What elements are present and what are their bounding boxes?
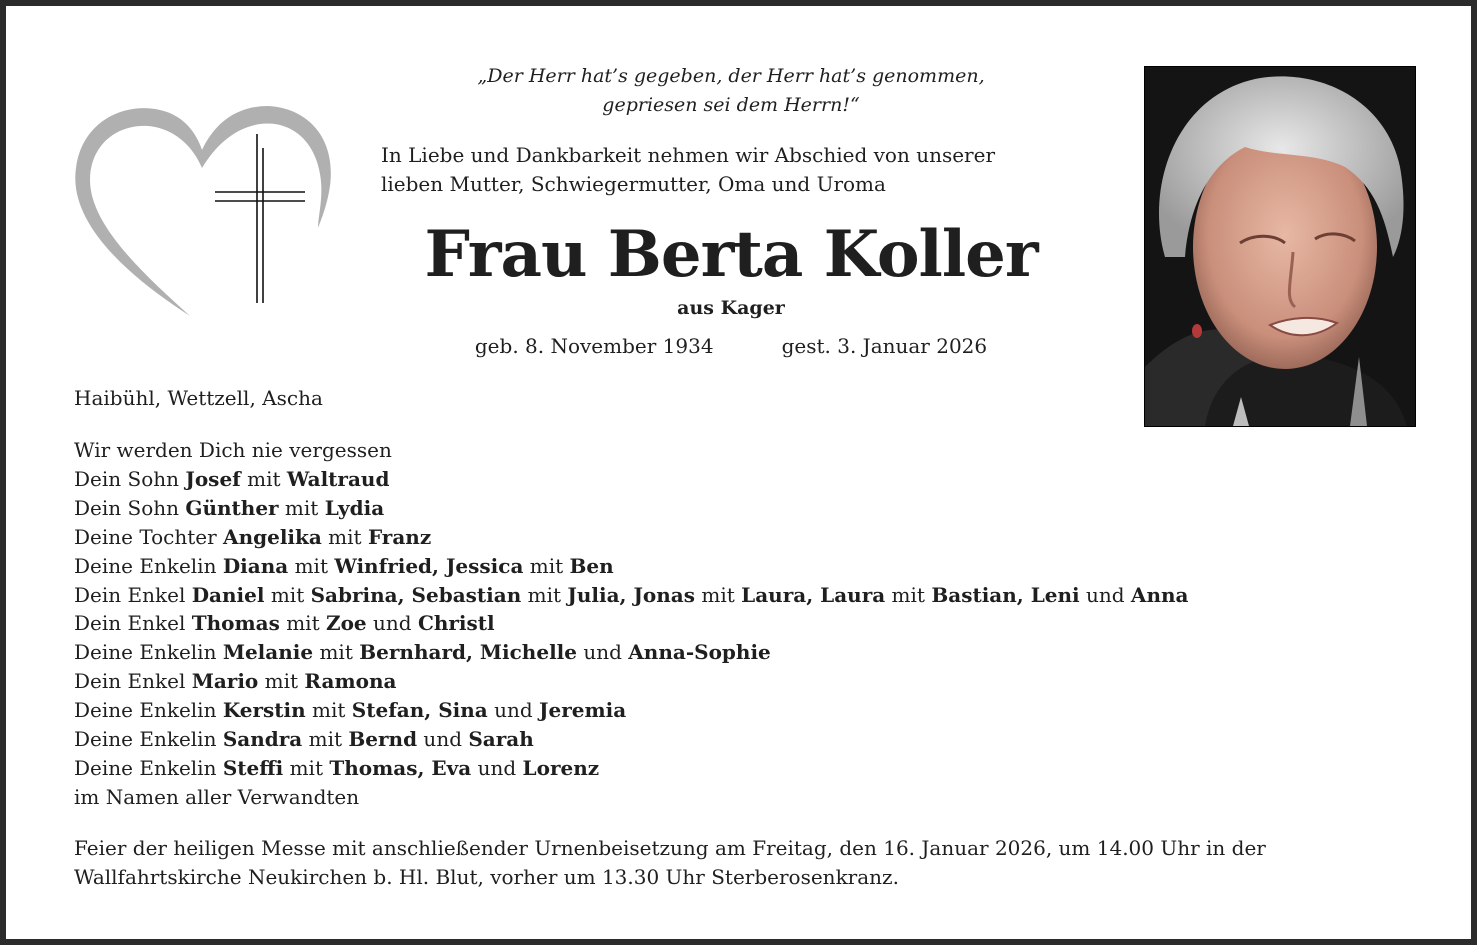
mourner-text: Deine Enkelin — [74, 553, 223, 578]
mourner-name: Daniel — [191, 582, 265, 607]
mourner-name: Thomas — [191, 611, 280, 636]
mourner-text: mit — [321, 524, 368, 549]
mourner-name: Josef — [185, 466, 241, 491]
mourner-name: Sabrina, Sebastian — [310, 582, 522, 607]
mourner-name: Mario — [191, 669, 259, 694]
mourner-text: Dein Sohn — [74, 466, 186, 491]
mourner-text: Dein Enkel — [74, 582, 192, 607]
mourner-line — [74, 581, 1434, 610]
mourners-list — [74, 436, 1434, 812]
intro-text — [381, 141, 1121, 199]
mourner-name: Sarah — [468, 727, 534, 752]
quote-line-1: „Der Herr hat’s gegeben, der Herr hat’s genommen, — [477, 65, 985, 87]
mourner-name: Lorenz — [522, 755, 600, 780]
mourner-line — [74, 609, 1434, 638]
birth-date: geb. 8. November 1934 — [474, 334, 714, 358]
mourner-text: mit — [313, 640, 360, 665]
service-line-1: Feier der heiligen Messe mit anschließender Urnenbeisetzung am Freitag, den 16. Januar 2026, um 14.00 Uhr in der — [74, 836, 1266, 860]
deceased-name: Frau Berta Koller — [424, 217, 1038, 292]
mourner-text: mit — [695, 582, 742, 607]
mourner-text: Deine Enkelin — [74, 698, 223, 723]
heart-outline-icon — [75, 106, 331, 316]
cross-icon — [215, 134, 305, 303]
mourner-name: Bernhard, Michelle — [359, 640, 577, 665]
mourner-name: Steffi — [222, 755, 284, 780]
service-line-2: Wallfahrtskirche Neukirchen b. Hl. Blut, vorher um 13.30 Uhr Sterberosenkranz. — [74, 865, 899, 889]
quote-line-2: gepriesen sei dem Herrn!“ — [602, 94, 860, 116]
portrait-image — [1145, 67, 1415, 426]
mourner-text: und — [487, 698, 540, 723]
mourner-text: Deine Enkelin — [74, 640, 223, 665]
mourner-name: Jeremia — [539, 698, 627, 723]
mourner-text: mit — [240, 466, 287, 491]
mourner-line — [74, 552, 1434, 581]
mourner-line — [74, 465, 1434, 494]
mourner-name: Sandra — [222, 727, 303, 752]
portrait-photo — [1144, 66, 1416, 427]
mourner-text: mit — [288, 553, 335, 578]
life-dates — [336, 331, 1126, 361]
mourner-name: Angelika — [223, 524, 322, 549]
mourner-name: Anna — [1130, 582, 1189, 607]
mourner-text: Deine Enkelin — [74, 755, 223, 780]
mourner-text: im Namen aller Verwandten — [74, 784, 360, 809]
heart-with-cross-emblem — [68, 98, 338, 328]
mourner-text: Deine Enkelin — [74, 727, 223, 752]
mourner-name: Julia, Jonas — [567, 582, 696, 607]
mourner-text: mit — [521, 582, 568, 607]
mourner-name: Diana — [222, 553, 289, 578]
intro-line-1: In Liebe und Dankbarkeit nehmen wir Abschied von unserer — [381, 143, 996, 167]
mourner-text: und — [417, 727, 469, 752]
mourner-text: mit — [279, 611, 326, 636]
mourner-line — [74, 754, 1434, 783]
mourner-name: Franz — [367, 524, 432, 549]
mourner-name: Ben — [569, 553, 614, 578]
mourner-text: mit — [283, 755, 330, 780]
mourner-line — [74, 436, 1434, 465]
mourner-name: Stefan, Sina — [351, 698, 488, 723]
mourner-text: Dein Enkel — [74, 669, 192, 694]
mourner-line — [74, 523, 1434, 552]
mourner-name: Bernd — [348, 727, 418, 752]
mourner-line — [74, 638, 1434, 667]
mourner-text: und — [1079, 582, 1131, 607]
mourner-text: mit — [278, 495, 325, 520]
mourner-name: Lydia — [324, 495, 385, 520]
mourner-text: mit — [264, 582, 311, 607]
mourner-text: Dein Enkel — [74, 611, 192, 636]
mourner-text: und — [366, 611, 418, 636]
mourner-name: Winfried, Jessica — [334, 553, 524, 578]
mourner-line — [74, 696, 1434, 725]
mourner-line — [74, 667, 1434, 696]
home-places: Haibühl, Wettzell, Ascha — [74, 386, 323, 410]
mourner-line — [74, 494, 1434, 523]
mourner-name: Waltraud — [286, 466, 390, 491]
mourner-text: und — [471, 755, 523, 780]
mourner-text: mit — [258, 669, 305, 694]
bible-quote — [381, 62, 1081, 120]
mourner-name: Ramona — [304, 669, 397, 694]
mourner-name: Laura, Laura — [741, 582, 886, 607]
mourner-text: Deine Tochter — [74, 524, 224, 549]
mourner-text: Dein Sohn — [74, 495, 186, 520]
mourner-text: Wir werden Dich nie vergessen — [74, 438, 392, 462]
mourner-name: Bastian, Leni — [931, 582, 1080, 607]
mourner-text: mit — [523, 553, 570, 578]
mourner-name: Christl — [417, 611, 495, 636]
mourner-line — [74, 783, 1434, 812]
death-date: gest. 3. Januar 2026 — [781, 334, 988, 358]
mourner-text: mit — [302, 727, 349, 752]
deceased-origin: aus Kager — [677, 297, 785, 319]
mourner-text: mit — [305, 698, 352, 723]
mourner-name: Günther — [185, 495, 279, 520]
mourner-text: und — [577, 640, 629, 665]
intro-line-2: lieben Mutter, Schwiegermutter, Oma und Uroma — [381, 172, 886, 196]
mourner-name: Zoe — [325, 611, 367, 636]
mourner-text: mit — [885, 582, 932, 607]
mourner-name: Thomas, Eva — [329, 755, 472, 780]
mourner-name: Melanie — [222, 640, 314, 665]
mourner-name: Anna-Sophie — [628, 640, 771, 665]
mourner-line — [74, 725, 1434, 754]
mourner-name: Kerstin — [222, 698, 306, 723]
funeral-service-info — [74, 834, 1444, 892]
